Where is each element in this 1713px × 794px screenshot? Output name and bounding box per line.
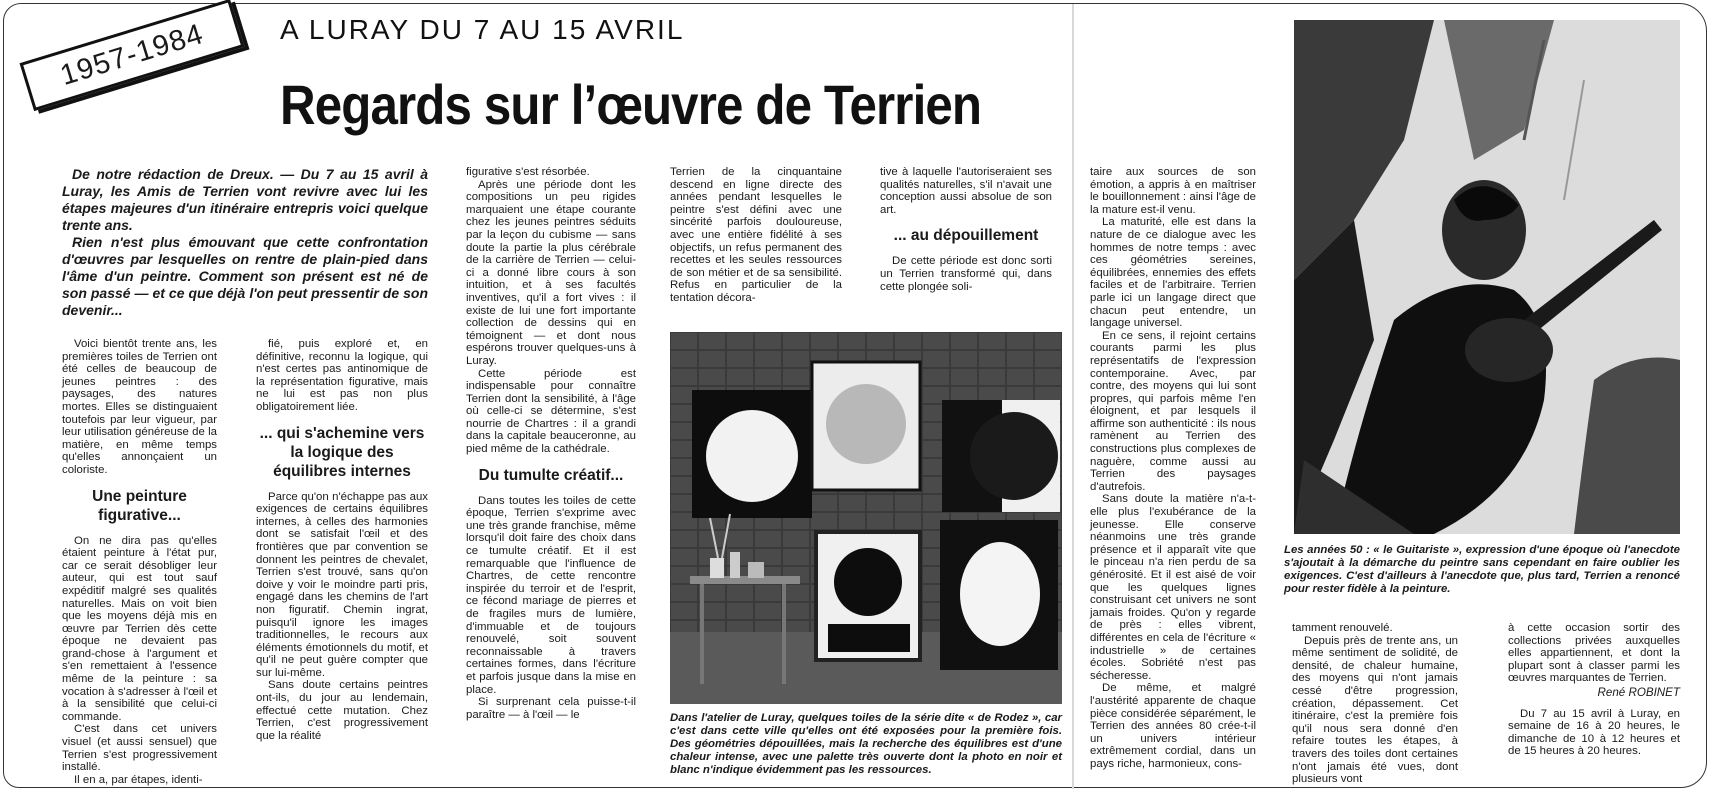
paragraph: tive à laquelle l'autoriseraient ses qualités naturelles, s'il n'avait une conception aussi absolue de son art. — [880, 166, 1052, 216]
headline: Regards sur l’œuvre de Terrien — [280, 73, 982, 136]
guitariste-caption: Les années 50 : « le Guitariste », expression d'une époque où l'anecdote s'ajoutait à la démarche du peintre sans cependant en faire oublier les exigences. C'est d'ailleurs à l'anecdote que, plus tard, Terrien a renoncé pour rester fidèle à la peinture. — [1284, 544, 1680, 595]
lead-text: Rien n'est plus émouvant que cette confrontation d'œuvres par lesquelles on rentre de plain-pied dans l'âme d'un peintre. Comment son présent est né de son passé — et ce que déjà l'on peut pressentir de son devenir... — [62, 234, 428, 318]
paragraph: taire aux sources de son émotion, a appris à en maîtriser le bouillonnement : ainsi l'âge de la mature est-il venu. — [1090, 166, 1256, 216]
subhead: Du tumulte créatif... — [478, 466, 624, 484]
paragraph: Terrien de la cinquantaine descend en ligne directe des années pendant lesquelles le peintre s'est défini avec une sincérité parfois douloureuse, avec une entière fidélité à ses objectifs, un refus permanent des recettes et les seules ressources de son métier et de sa sensibilité. Refus en particulier de la tentation décora- — [670, 166, 842, 304]
paragraph: La maturité, elle est dans la nature de ce dialogue avec les hommes de notre temps : avec ces géométries sereines, équilibrées, ennemies des effets faciles et de l'arbitraire. Terrien parle ici un langage direct que chacun peut entendre, un langage universel. — [1090, 216, 1256, 330]
paragraph: Cette période est indispensable pour connaître Terrien dont la sensibilité, à l'âge où celle-ci se détermine, s'est nourrie de Chartres : il a grandi dans la capitale beauceronne, au pied même de la cathédrale. — [466, 367, 636, 456]
paragraph: à cette occasion sortir des collections privées auxquelles elles appartiennent, et dont la plupart sont à classer parmi les œuvres marquantes de Terrien. — [1508, 622, 1680, 685]
paragraph: tamment renouvelé. — [1292, 622, 1393, 634]
column-6 — [1090, 166, 1256, 774]
paragraph: On ne dira pas qu'elles étaient peinture à l'état pur, car ce serait désobliger leur auteur, qui est tout sauf expéditif malgré ses qualités naturelles. Mais on voit bien que les moyens déjà mis en œuvre par Terrien dès cette époque ne devaient pas grand-chose à l'argument et s'en remettaient à l'essence même de la peinture : sa vocation à s'adresser à l'œil et à la sensibilité que celui-ci commande. — [62, 534, 217, 723]
paragraph: Depuis près de trente ans, un même sentiment de solidité, de densité, de chaleur humaine, des moyens qui n'ont jamais cessé d'être progression, création, dépassement. Cet itinéraire, c'est la première fois qu'il nous sera donné d'en refaire toutes les étapes, à travers des toiles dont certaines n'ont jamais été vues, dont plusieurs vont — [1292, 634, 1458, 786]
kicker: A LURAY DU 7 AU 15 AVRIL — [280, 14, 685, 45]
column-4 — [670, 166, 842, 304]
page-fold — [1072, 4, 1074, 789]
date-range-stamp: 1957-1984 — [19, 0, 244, 111]
paragraph: figurative s'est résorbée. — [466, 166, 590, 178]
paragraph: Si surprenant cela puisse-t-il paraître — à l'œil — le — [466, 696, 636, 721]
paragraph: Sans doute la matière n'a-t-elle plus l'exubérance de la jeunesse. Elle conserve néanmoins une très grande présence et il apparaît vite que le pinceau n'a rien perdu de sa générosité. Et il est aisé de voir que les quelques lignes construisant cet univers ne sont jamais froides. Qu'on y regarde de près : elles vibrent, différentes en cela de l'écriture « industrielle » de certaines écoles. Sobriété n'est pas sécheresse. — [1090, 493, 1256, 682]
subhead: ... qui s'achemine vers la logique des équilibres internes — [259, 424, 425, 480]
column-8 — [1508, 622, 1680, 778]
paragraph: De même, et malgré l'austérité apparente de chaque pièce considérée séparément, le Terrien des années 80 crée-t-il un univers intérieur extrêmement cordial, dans un pays riche, harmonieux, cons- — [1090, 682, 1256, 770]
atelier-photo-image — [670, 332, 1062, 704]
paragraph: fié, puis exploré et, en définitive, reconnu la logique, qui n'est certes pas antinomique de la représentation figurative, mais ne lui est pas non plus obligatoirement liée. — [256, 338, 428, 413]
paragraph: C'est dans cet univers visuel (et aussi sensuel) que Terrien s'est progressivement installé. — [62, 723, 217, 774]
subhead: Une peinture figurative... — [92, 487, 187, 524]
guitariste-painting-image — [1294, 20, 1680, 534]
paragraph: Après une période dont les compositions un peu rigides marquaient une étape courante chez les jeunes peintres séduits par la leçon du cubisme — sans doute la partie la plus cérébrale de la carrière de Terrien — celui-ci a donné libre cours à son intuition, et à ses facultés inventives, qu'il a fort vives : il existe de lui une fort importante collection de dessins qui en témoignent — et dont nous espérons trouver quelques-uns à Luray. — [466, 178, 636, 367]
lead-text: De notre rédaction de Dreux. — Du 7 au 15 avril à Luray, les Amis de Terrien vont revivre avec lui les étapes majeures d'un itinéraire entrepris voici quelque trente ans. — [62, 166, 428, 233]
paragraph: En ce sens, il rejoint certains courants parmi les plus représentatifs de l'expression contemporaine. Avec, par contre, des moyens qui lui sont propres, qui parfois même l'en éloignent, et par lesquels il affirme son authenticité : ils nous ramènent au Terrien des constructions plus complexes de naguère, comme aussi au Terrien des paysages d'autrefois. — [1090, 329, 1256, 493]
column-5 — [880, 166, 1052, 300]
column-7 — [1292, 622, 1458, 786]
paragraph: Il en a, par étapes, identi- — [74, 773, 203, 786]
author-signature: René ROBINET — [1597, 685, 1680, 699]
atelier-photo — [670, 332, 1062, 704]
subhead: ... au dépouillement — [893, 227, 1039, 245]
paragraph: Dans toutes les toiles de cette époque, Terrien s'exprime avec une très grande franchise, même lorsqu'il doit faire des choix dans ce tumulte créatif. Et il est remarquable que l'influence de Chartres, de cette rencontre inspirée du terroir et de l'esprit, ce fécond mariage de pierres et de fragiles murs de lumière, d'immuable et de toujours renouvelé, soit souvent reconnaissable à travers certaines formes, dans l'écriture et parfois jusque dans la mise en place. — [466, 494, 636, 696]
paragraph: De cette période est donc sorti un Terrien transformé qui, dans cette plongée soli- — [880, 255, 1052, 293]
event-hours: Du 7 au 15 avril à Luray, en semaine de 16 à 20 heures, le dimanche de 10 à 12 heures et de 15 heures à 20 heures. — [1508, 707, 1680, 758]
column-2 — [256, 338, 428, 774]
paragraph: Voici bientôt trente ans, les premières toiles de Terrien ont été celles de beaucoup de jeunes peintres : des paysages, des natures mortes. Elles se distinguaient toutefois par leur vigueur, par leur utilisation généreuse de la matière, en même temps qu'elles annonçaient un coloriste. — [62, 338, 217, 476]
guitariste-painting — [1294, 20, 1680, 534]
lead-paragraph — [62, 166, 428, 319]
paragraph: Sans doute certains peintres ont-ils, du jour au lendemain, effectué cette mutation. Chez Terrien, c'est progressivement que la réalité — [256, 679, 428, 742]
paragraph: Parce qu'on n'échappe pas aux exigences de certains équilibres internes, à celles des harmonies dont se satisfait l'œil et des frontières que par convention se donnent les peintres de chevalet, Terrien s'est trouvé, sans qu'on doive y voir le moindre parti pris, engagé dans les chemins de l'art non figuratif. Chemin ingrat, puisqu'il ignore les images traditionnelles, le recours aux éléments émotionnels du motif, et qu'il ne peut guère compter que sur lui-même. — [256, 490, 428, 679]
column-3 — [466, 166, 636, 774]
atelier-caption: Dans l'atelier de Luray, quelques toiles de la série dite « de Rodez », car c'est dans cette ville qu'elles ont été exposées pour la première fois. Des géométries dépouillées, mais la recherche des équilibres est d'une chaleur intense, avec une palette très ouverte dont la photo en noir et blanc n'indique évidemment pas les ressources. — [670, 712, 1062, 776]
column-1 — [62, 338, 217, 786]
